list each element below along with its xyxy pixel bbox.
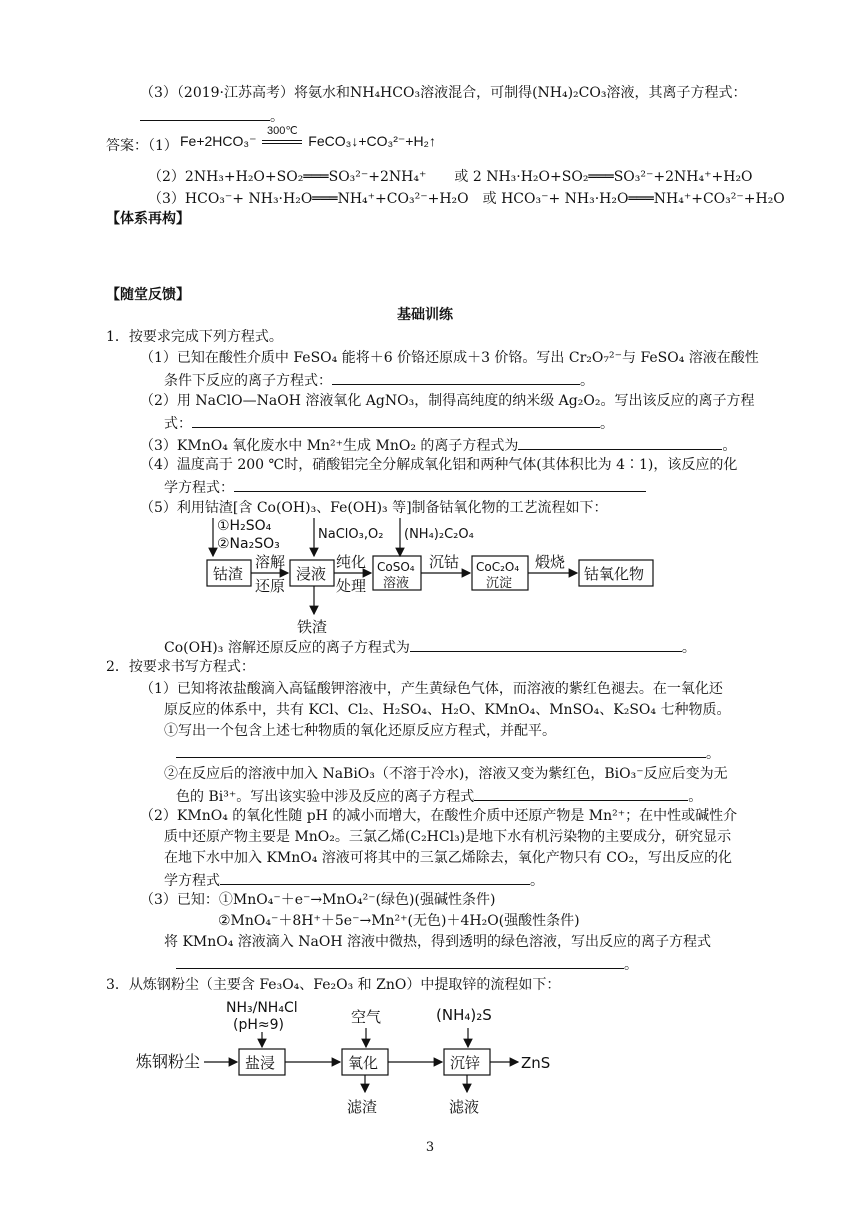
box-oxidize-label: 氧化 — [348, 1054, 379, 1072]
q3-title: 3．从炼钢粉尘（主要含 Fe₃O₄、Fe₂O₃ 和 ZnO）中提取锌的流程如下： — [106, 977, 561, 993]
answer-label: 答案：（1） — [106, 138, 178, 154]
q2-p2a: （2）KMnO₄ 的氧化性随 pH 的减小而增大，在酸性介质中还原产物是 Mn²⁺；在中性或碱性介 — [140, 808, 738, 824]
q2-p3c: 将 KMnO₄ 溶液滴入 NaOH 溶液中微热，得到透明的绿色溶液，写出反应的离子方程式 — [164, 934, 711, 950]
q1-p1a: （1）已知在酸性介质中 FeSO₄ 能将＋6 价铬还原成＋3 价铬。写出 Cr₂O₇²⁻与 FeSO₄ 溶液在酸性 — [140, 350, 759, 366]
q1-p4a: （4）温度高于 200 ℃时，硝酸铝完全分解成氧化铝和两种气体(其体积比为 4∶1)，该反应的化 — [140, 457, 738, 473]
step-calcine: 煅烧 — [535, 553, 566, 571]
box-coso4-sub: 溶液 — [383, 576, 410, 591]
q2-p1a: （1）已知将浓盐酸滴入高锰酸钾溶液中，产生黄绿色气体，而溶液的紫红色褪去。在一氧化还 — [140, 681, 723, 697]
box-coc2o4-sub: 沉淀 — [486, 576, 513, 591]
page-number: 3 — [425, 1140, 435, 1155]
q1-p5: （5）利用钴渣[含 Co(OH)₃、Fe(OH)₃ 等]制备钴氧化物的工艺流程如下： — [140, 500, 608, 516]
box-coc2o4-label: CoC₂O₄ — [476, 560, 520, 574]
cobalt-flow-diagram — [205, 514, 675, 638]
q1-title: 1．按要求完成下列方程式。 — [106, 329, 283, 345]
q2-p2b: 质中还原产物主要是 MnO₂。三氯乙烯(C₂HCl₃)是地下水有机污染物的主要成分，研究显示 — [164, 829, 732, 845]
section-heading-feedback: 【随堂反馈】 — [106, 287, 190, 303]
q2-p3b: ②MnO₄⁻＋8H⁺＋5e⁻→Mn²⁺(无色)＋4H₂O(强酸性条件) — [218, 913, 580, 929]
reaction-condition: 300℃ — [267, 125, 298, 137]
reagent-ph: (pH≈9) — [233, 1017, 284, 1033]
q1-p3: （3）KMnO₄ 氧化废水中 Mn²⁺生成 MnO₂ 的离子方程式为 。 — [140, 435, 736, 455]
section-heading-system: 【体系再构】 — [106, 211, 190, 227]
waste-filter-residue: 滤渣 — [347, 1098, 378, 1116]
q2-title: 2．按要求书写方程式： — [106, 659, 255, 675]
q2-p1e: ②在反应后的溶液中加入 NaBiO₃（不溶于冷水)，溶液又变为紫红色，BiO₃⁻反应后变为无 — [164, 766, 728, 782]
step-reduce: 还原 — [255, 577, 286, 595]
box-cobalt-oxide-label: 钴氧化物 — [584, 565, 645, 583]
reagent-1a: ①H₂SO₄ — [217, 518, 272, 534]
box-cobalt-residue-label: 钴渣 — [213, 565, 244, 583]
waste-filtrate: 滤液 — [449, 1098, 480, 1116]
q2-p1d: 。 — [176, 743, 720, 763]
q2-p2d: 学方程式 。 — [164, 870, 544, 890]
q1-p1b: 条件下反应的离子方程式： 。 — [164, 370, 594, 390]
box-salt-leach-label: 盐浸 — [245, 1054, 276, 1072]
product-zns: ZnS — [521, 1054, 551, 1072]
box-precipitate-zinc-label: 沉锌 — [450, 1054, 481, 1072]
q2-p1c: ①写出一个包含上述七种物质的氧化还原反应方程式，并配平。 — [164, 723, 556, 739]
q2-p2c: 在地下水中加入 KMnO₄ 溶液可将其中的三氯乙烯除去，氧化产物只有 CO₂，写出反应的化 — [164, 850, 733, 866]
reagent-air: 空气 — [351, 1008, 382, 1026]
reagent-1b: ②Na₂SO₃ — [217, 536, 280, 552]
step-purify: 纯化 — [336, 553, 367, 571]
step-treat: 处理 — [336, 577, 367, 595]
prev-question-3-blank: 。 — [140, 106, 284, 126]
q2-p3d: 。 — [176, 954, 638, 974]
q2-p1b: 原反应的体系中，共有 KCl、Cl₂、H₂SO₄、H₂O、KMnO₄、MnSO₄、K₂SO₄ 七种物质。 — [164, 702, 731, 718]
step-dissolve: 溶解 — [255, 553, 286, 571]
q2-p3a: （3）已知：①MnO₄⁻＋e⁻→MnO₄²⁻(绿色)(强碱性条件) — [140, 892, 496, 908]
answer-eq1: Fe+2HCO₃⁻ 300℃ FeCO₃↓+CO₃²⁻+H₂↑ — [180, 132, 436, 150]
q1-p2b: 式： 。 — [164, 413, 614, 433]
reagent-2: NaClO₃,O₂ — [318, 527, 384, 542]
reagent-nh3: NH₃/NH₄Cl — [226, 1000, 298, 1016]
zinc-flow-diagram — [130, 998, 570, 1118]
step-precipitate: 沉钴 — [429, 553, 460, 571]
q1-p5-after: Co(OH)₃ 溶解还原反应的离子方程式为 。 — [164, 637, 696, 657]
reagent-3: (NH₄)₂C₂O₄ — [404, 527, 474, 542]
waste-iron-residue: 铁渣 — [297, 618, 328, 636]
q1-p2a: （2）用 NaClO—NaOH 溶液氧化 AgNO₃，制得高纯度的纳米级 Ag₂O₂。写出该反应的离子方程 — [140, 393, 755, 409]
source-steel-dust: 炼钢粉尘 — [136, 1052, 201, 1071]
q1-p4b: 学方程式： — [164, 477, 646, 497]
answer-eq3: （3）HCO₃⁻+ NH₃·H₂O═══NH₄⁺+CO₃²⁻+H₂O 或 HCO₃⁻+ NH₃·H₂O═══NH₄⁺+CO₃²⁻+H₂O — [148, 191, 785, 207]
box-leachate-label: 浸液 — [296, 565, 327, 583]
section-heading-basic: 基础训练 — [397, 307, 453, 323]
box-coso4-label: CoSO₄ — [377, 560, 415, 574]
answer-eq2: （2）2NH₃+H₂O+SO₂═══SO₃²⁻+2NH₄⁺ 或 2 NH₃·H₂O+SO₂═══SO₃²⁻+2NH₄⁺+H₂O — [148, 169, 753, 185]
reagent-nh4-2s: (NH₄)₂S — [436, 1006, 492, 1024]
prev-question-3: （3）（2019·江苏高考）将氨水和NH₄HCO₃溶液混合，可制得(NH₄)₂CO₃溶液，其离子方程式： — [140, 85, 747, 101]
q2-p1f: 色的 Bi³⁺。写出该实验中涉及反应的离子方程式 。 — [176, 786, 702, 806]
